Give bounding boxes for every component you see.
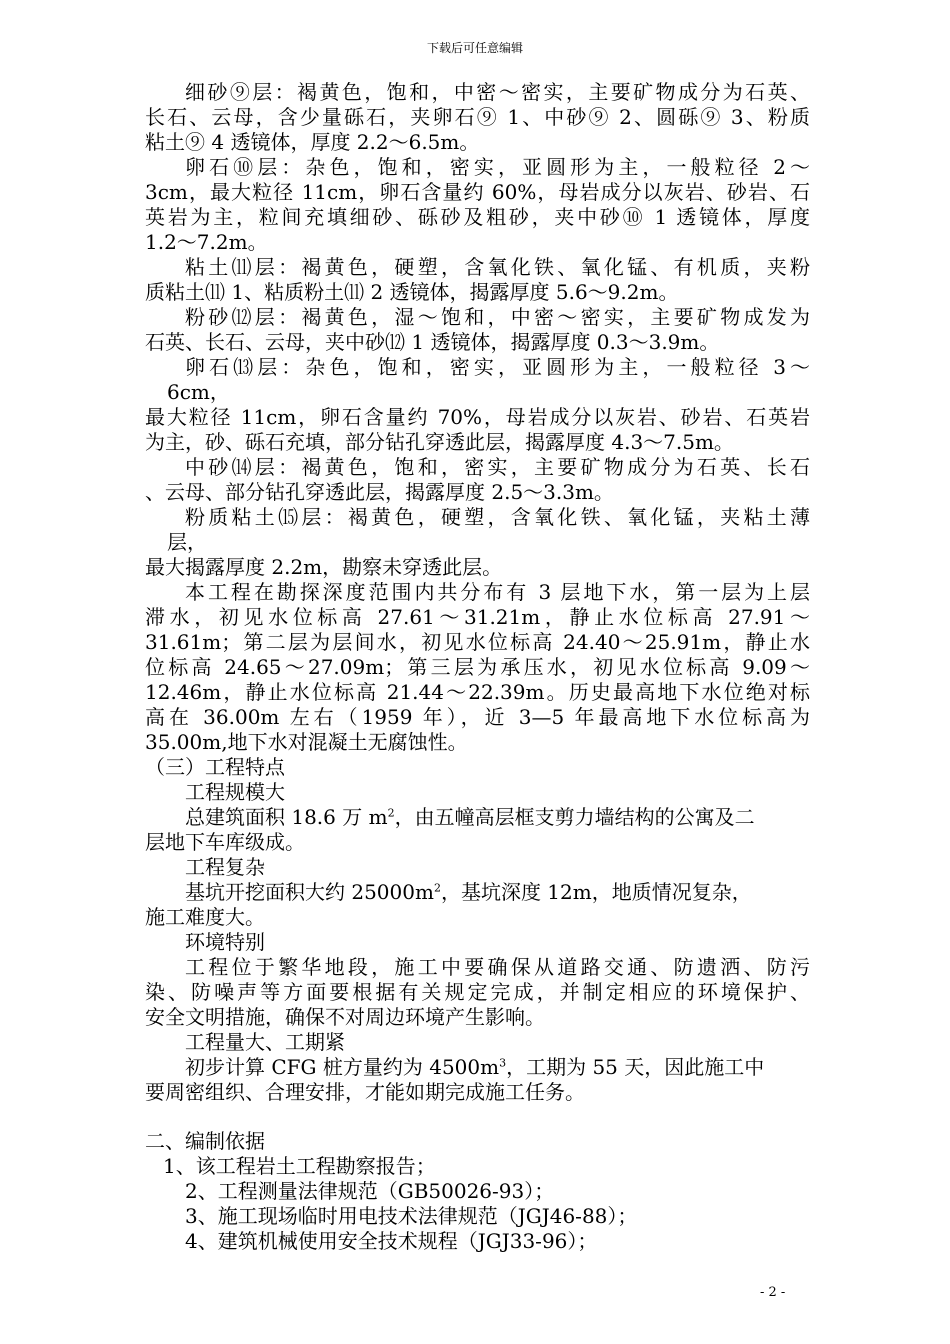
text-line: 粘土⑨ 4 透镜体，厚度 2.2～6.5m。 [145,130,480,154]
page-number: - 2 - [760,1285,786,1300]
text-line: 卵石⒀层：杂色，饱和，密实，亚圆形为主，一般粒径 3～ [185,355,810,379]
text-line: 总建筑面积 18.6 万 $m^2$，由五幢高层框支剪力墙结构的公寓及二 [185,805,755,829]
subsection-heading: 环境特别 [185,930,265,954]
text-line: 施工难度大。 [145,905,265,929]
text-line: 滞水，初见水位标高 27.61～31.21m，静止水位标高 27.91～ [145,605,810,629]
text-line: 粉质粘土⒂层：褐黄色，硬塑，含氧化铁、氧化锰，夹粘土薄 [185,505,810,529]
text-line: 英岩为主，粒间充填细砂、砾砂及粗砂，夹中砂⑩ 1 透镜体，厚度 [145,205,810,229]
section-heading: 二、编制依据 [145,1129,265,1153]
text-line: 本工程在勘探深度范围内共分布有 3 层地下水，第一层为上层 [185,580,810,604]
text-line: 层地下车库级成。 [145,830,305,854]
text-line: 基坑开挖面积大约 $25000m^2$，基坑深度 12m，地质情况复杂， [185,880,752,904]
text-line: 质粘土⑾ 1、粘质粉土⑾ 2 透镜体，揭露厚度 5.6～9.2m。 [145,280,679,304]
text-line: 最大揭露厚度 2.2m，勘察未穿透此层。 [145,555,503,579]
text-line: 35.00m,地下水对混凝土无腐蚀性。 [145,730,468,754]
text-line: 位标高 24.65～27.09m；第三层为承压水，初见水位标高 9.09～ [145,655,810,679]
list-item: 3、施工现场临时用电技术法律规范（JGJ46-88）； [185,1204,638,1228]
list-item: 1、该工程岩土工程勘察报告； [163,1154,436,1178]
text-line: 最大粒径 11cm，卵石含量约 70%，母岩成分以灰岩、砂岩、石英岩 [145,405,810,429]
section-heading: （三）工程特点 [145,755,285,779]
text-line: 染、防噪声等方面要根据有关规定完成，并制定相应的环境保护、 [145,980,810,1004]
text-line: 3cm，最大粒径 11cm，卵石含量约 60%，母岩成分以灰岩、砂岩、石 [145,180,810,204]
list-item: 2、工程测量法律规范（GB50026-93）； [185,1179,555,1203]
document-body [145,80,810,1254]
text-line: 粘土⑾层：褐黄色，硬塑，含氧化铁、氧化锰、有机质，夹粉 [185,255,810,279]
list-item: 4、建筑机械使用安全技术规程（JGJ33-96）； [185,1229,598,1253]
text-line: 层， [167,530,207,554]
text-line: 12.46m，静止水位标高 21.44～22.39m。历史最高地下水位绝对标 [145,680,810,704]
subsection-heading: 工程规模大 [185,780,285,804]
text-line: 安全文明措施，确保不对周边环境产生影响。 [145,1005,545,1029]
text-line: 粉砂⑿层：褐黄色，湿～饱和，中密～密实，主要矿物成发为 [185,305,810,329]
text-line: 细砂⑨层：褐黄色，饱和，中密～密实，主要矿物成分为石英、 [185,80,810,104]
text-line: 为主，砂、砾石充填，部分钻孔穿透此层，揭露厚度 4.3～7.5m。 [145,430,734,454]
subsection-heading: 工程复杂 [185,855,265,879]
text-line: 31.61m；第二层为层间水，初见水位标高 24.40～25.91m，静止水 [145,630,810,654]
text-line: 石英、长石、云母，夹中砂⑿ 1 透镜体，揭露厚度 0.3～3.9m。 [145,330,720,354]
text-line: 高在 36.00m 左右（1959 年），近 3—5 年最高地下水位标高为 [145,705,810,729]
text-line: 卵石⑩层：杂色，饱和，密实，亚圆形为主，一般粒径 2～ [185,155,810,179]
text-line: 中砂⒁层：褐黄色，饱和，密实，主要矿物成分为石英、长石 [185,455,810,479]
text-line: 1.2～7.2m。 [145,230,268,254]
text-line: 长石、云母，含少量砾石，夹卵石⑨ 1、中砂⑨ 2、圆砾⑨ 3、粉质 [145,105,810,129]
text-line: 要周密组织、合理安排，才能如期完成施工任务。 [145,1080,585,1104]
page-header: 下载后可任意编辑 [426,41,523,55]
text-line: 、云母、部分钻孔穿透此层，揭露厚度 2.5～3.3m。 [145,480,614,504]
text-line: 工程位于繁华地段，施工中要确保从道路交通、防遗洒、防污 [185,955,810,979]
spacer [145,1105,810,1129]
text-line: 6cm， [167,380,230,404]
subsection-heading: 工程量大、工期紧 [185,1030,345,1054]
text-line: 初步计算 CFG 桩方量约为 $4500m^3$，工期为 55 天，因此施工中 [185,1055,765,1079]
